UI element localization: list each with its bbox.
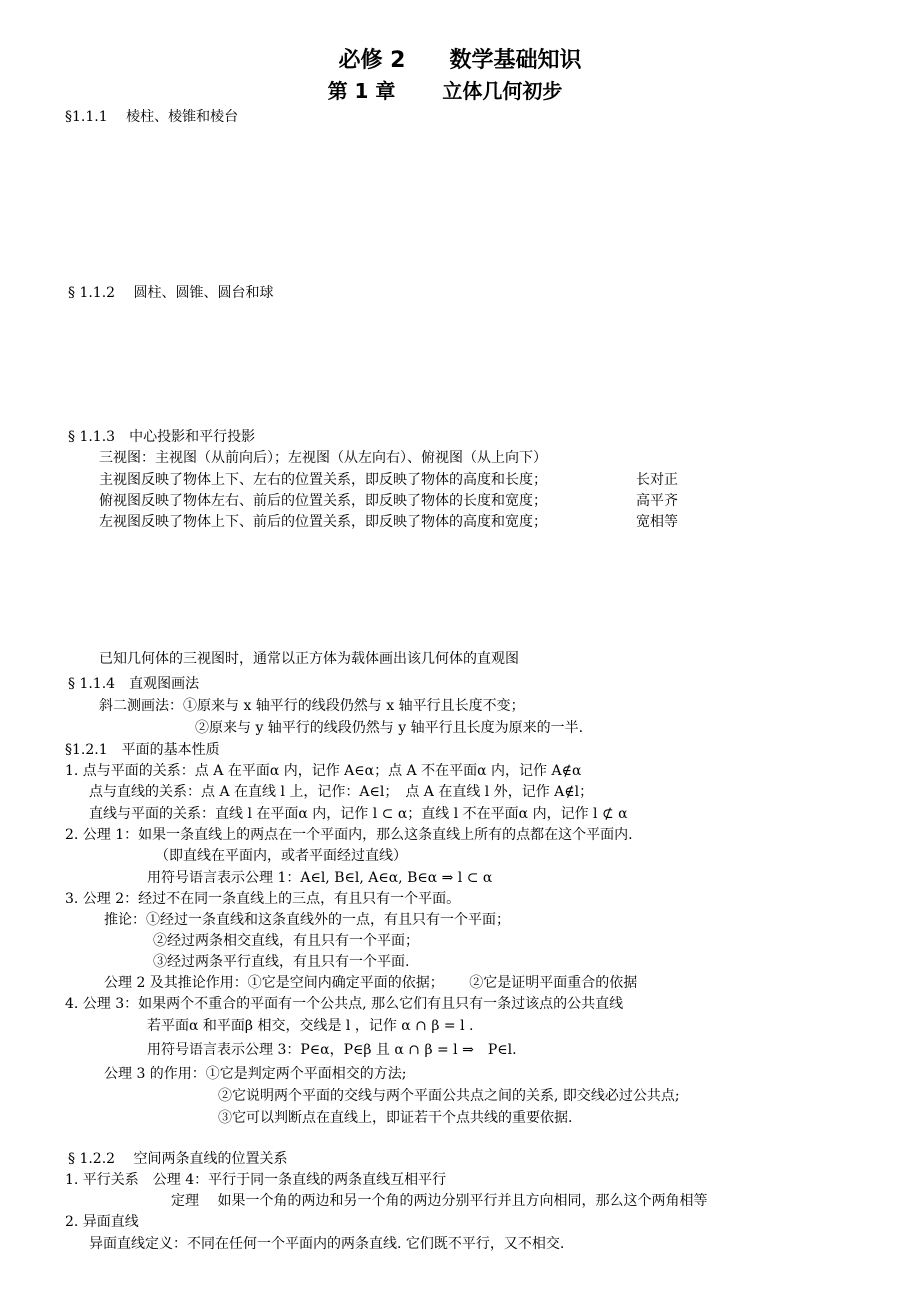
axiom-2: 3. 公理 2：经过不在同一条直线上的三点，有且只有一个平面。 [65, 891, 461, 907]
point-line-relation: 点与直线的关系：点 A 在直线 l 上，记作：A∈l； 点 A 在直线 l 外，记作 A∉l； [89, 784, 594, 800]
main-view-line: 主视图反映了物体上下、左右的位置关系，即反映了物体的高度和长度； [99, 472, 547, 488]
top-view-rule: 高平齐 [636, 493, 678, 509]
known-views-line: 已知几何体的三视图时，通常以正方体为载体画出该几何体的直观图 [99, 651, 519, 667]
top-view-line: 俯视图反映了物体左右、前后的位置关系，即反映了物体的长度和宽度； [99, 493, 547, 509]
section-1-1-4: § 1.1.4 直观图画法 [68, 676, 200, 692]
corollary-3: ③经过两条平行直线，有且只有一个平面. [153, 954, 410, 970]
angle-theorem: 定理 如果一个角的两边和另一个角的两边分别平行并且方向相同，那么这个两角相等 [171, 1193, 708, 1209]
parallel-relation: 1. 平行关系 公理 4：平行于同一条直线的两条直线互相平行 [65, 1172, 447, 1188]
axiom-1: 2. 公理 1：如果一条直线上的两点在一个平面内，那么这条直线上所有的点都在这个平面内. [65, 827, 633, 843]
chapter-title: 第 1 章 立体几何初步 [327, 79, 563, 103]
axiom-1-note: （即直线在平面内，或者平面经过直线） [155, 848, 407, 864]
axiom-3-usage-2: ②它说明两个平面的交线与两个平面公共点之间的关系, 即交线必过公共点; [218, 1088, 680, 1104]
axiom-3-intersection: 若平面α 和平面β 相交，交线是 l ，记作 α ∩ β = l . [147, 1018, 474, 1034]
axiom-3-usage-3: ③它可以判断点在直线上，即证若干个点共线的重要依据. [218, 1110, 573, 1126]
point-plane-relation: 1. 点与平面的关系：点 A 在平面α 内，记作 A∈α；点 A 不在平面α 内，记作 A∉α [65, 763, 582, 779]
main-view-rule: 长对正 [636, 472, 678, 488]
skew-lines-heading: 2. 异面直线 [65, 1214, 139, 1230]
three-views-line: 三视图：主视图（从前向后）；左视图（从左向右）、俯视图（从上向下） [99, 450, 547, 466]
corollary-1: 推论：①经过一条直线和这条直线外的一点，有且只有一个平面； [104, 912, 510, 928]
axiom-3-symbolic: 用符号语言表示公理 3：P∈α，P∈β 且 α ∩ β = l ⇒ P∈l. [147, 1042, 517, 1058]
line-plane-relation: 直线与平面的关系：直线 l 在平面α 内，记作 l ⊂ α；直线 l 不在平面α 内，记作 l ⊄ α [89, 806, 628, 822]
axiom-3: 4. 公理 3：如果两个不重合的平面有一个公共点, 那么它们有且只有一条过该点的公共直线 [65, 996, 624, 1012]
oblique-rule-2: ②原来与 y 轴平行的线段仍然与 y 轴平行且长度为原来的一半. [195, 720, 584, 736]
oblique-rule-1: 斜二测画法：①原来与 x 轴平行的线段仍然与 x 轴平行且长度不变； [99, 698, 525, 714]
skew-lines-definition: 异面直线定义：不同在任何一个平面内的两条直线. 它们既不平行，又不相交. [89, 1236, 565, 1252]
section-1-1-2: § 1.1.2 圆柱、圆锥、圆台和球 [68, 285, 274, 301]
section-1-2-2: § 1.2.2 空间两条直线的位置关系 [68, 1151, 288, 1167]
axiom-1-symbolic: 用符号语言表示公理 1：A∈l, B∈l, A∈α, B∈α ⇒ l ⊂ α [147, 870, 493, 886]
corollary-2: ②经过两条相交直线，有且只有一个平面； [153, 933, 419, 949]
axiom-2-usage: 公理 2 及其推论作用：①它是空间内确定平面的依据； ②它是证明平面重合的依据 [104, 975, 638, 991]
document-title: 必修 2 数学基础知识 [338, 48, 582, 73]
left-view-rule: 宽相等 [636, 514, 678, 530]
section-1-1-3: § 1.1.3 中心投影和平行投影 [68, 429, 256, 445]
axiom-3-usage-1: 公理 3 的作用：①它是判定两个平面相交的方法; [104, 1066, 407, 1082]
section-1-1-1: §1.1.1 棱柱、棱锥和棱台 [65, 109, 239, 125]
left-view-line: 左视图反映了物体上下、前后的位置关系，即反映了物体的高度和宽度； [99, 514, 547, 530]
section-1-2-1: §1.2.1 平面的基本性质 [65, 742, 220, 758]
